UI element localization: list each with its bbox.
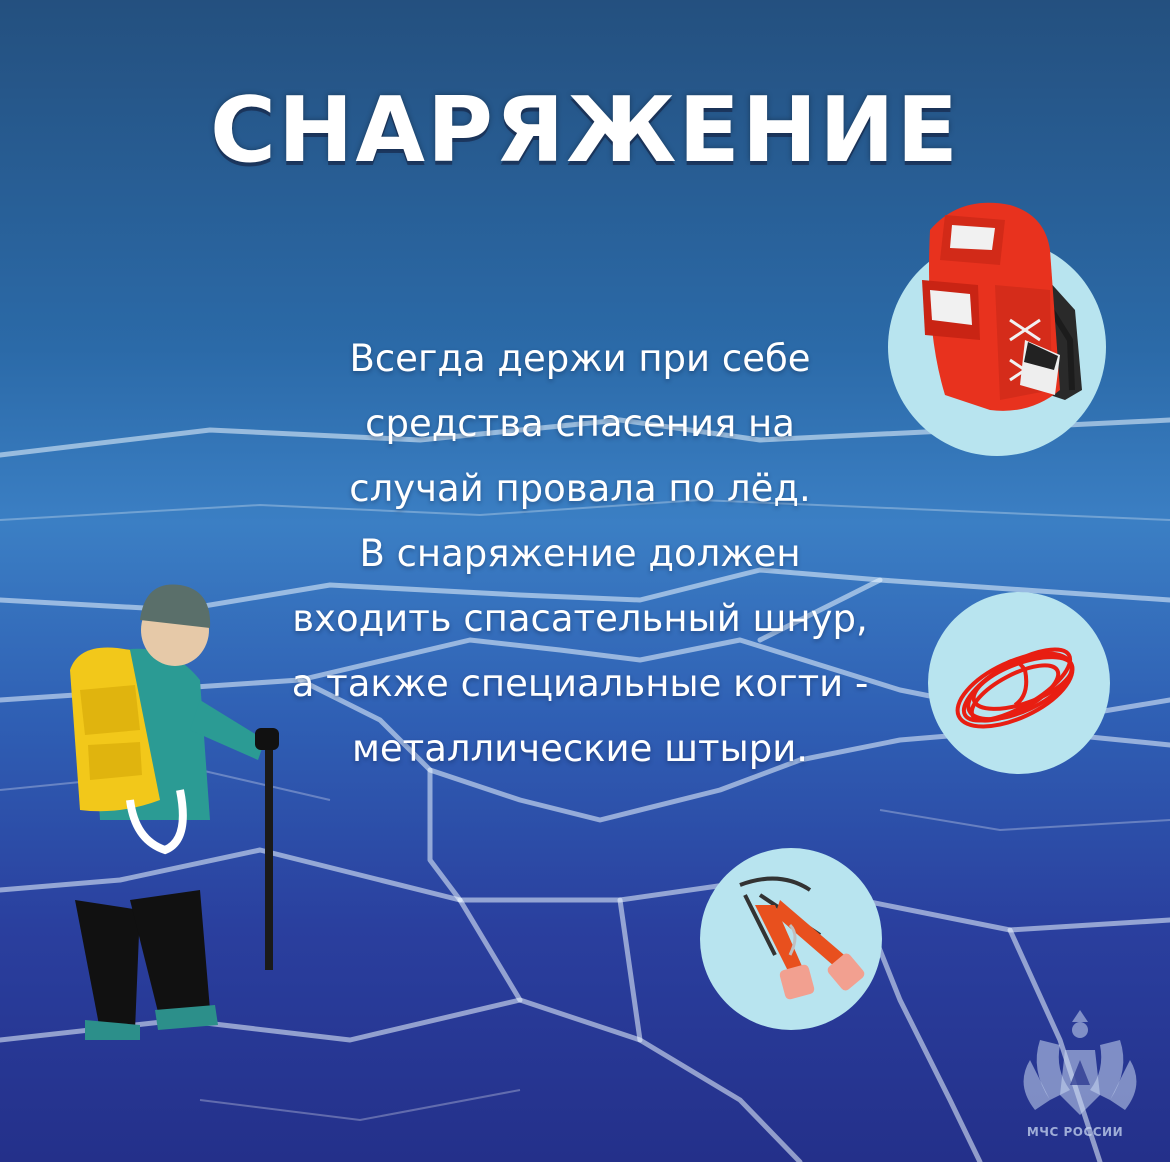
page-title: СНАРЯЖЕНИЕ <box>209 78 961 183</box>
body-line: входить спасательный шнур, <box>292 597 868 640</box>
body-line: а также специальные когти - <box>291 662 869 705</box>
body-text <box>230 326 930 781</box>
body-line: случай провала по лёд. <box>349 467 811 510</box>
hiker-illustration <box>40 570 300 1040</box>
rope-icon <box>945 625 1095 735</box>
body-line: Всегда держи при себе <box>349 337 811 380</box>
ice-claws-icon <box>720 865 870 1015</box>
logo-text: МЧС РОССИИ <box>1026 1125 1124 1139</box>
body-line: средства спасения на <box>365 402 795 445</box>
body-line: В снаряжение должен <box>359 532 801 575</box>
body-line: металлические штыри. <box>351 727 809 770</box>
backpack-icon <box>900 190 1100 430</box>
